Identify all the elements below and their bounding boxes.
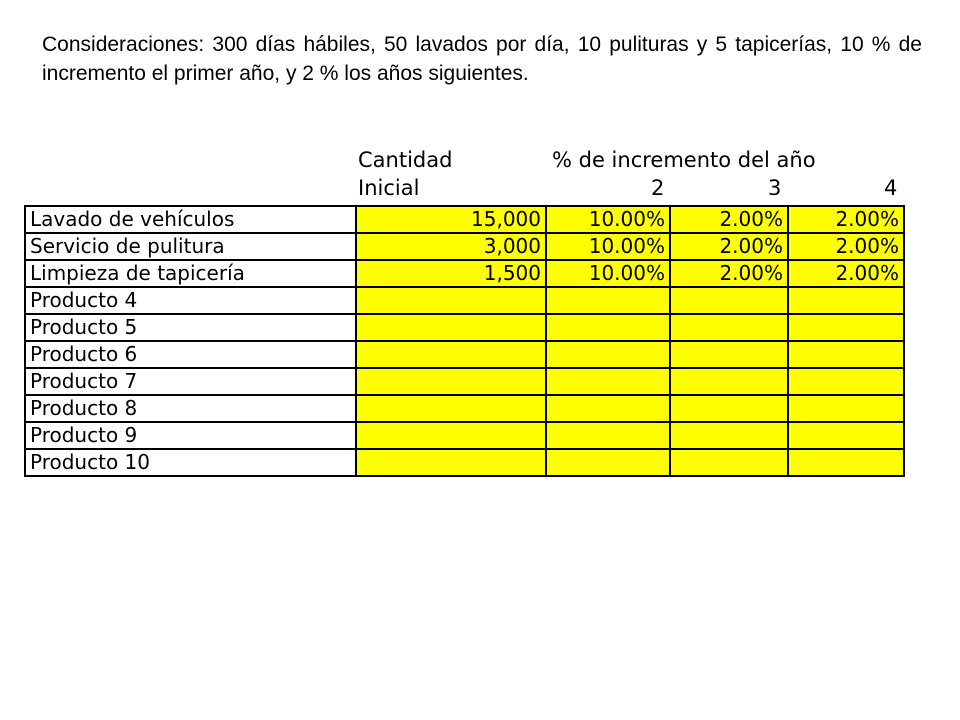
- increment-year-3-cell[interactable]: 2.00%: [670, 206, 788, 233]
- product-label[interactable]: Producto 6: [25, 341, 356, 368]
- increment-year-4-cell[interactable]: [788, 287, 904, 314]
- increment-year-3-cell[interactable]: [670, 287, 788, 314]
- cantidad-inicial-cell[interactable]: [356, 341, 546, 368]
- product-label[interactable]: Servicio de pulitura: [25, 233, 356, 260]
- product-label[interactable]: Producto 10: [25, 449, 356, 476]
- product-label[interactable]: Producto 7: [25, 368, 356, 395]
- product-label[interactable]: Limpieza de tapicería: [25, 260, 356, 287]
- increment-year-4-cell[interactable]: [788, 314, 904, 341]
- cantidad-inicial-cell[interactable]: [356, 287, 546, 314]
- header-year-3: 3: [768, 176, 782, 200]
- table-row: [25, 233, 904, 260]
- increment-year-3-cell[interactable]: 2.00%: [670, 260, 788, 287]
- increment-year-2-cell[interactable]: [546, 287, 670, 314]
- header-increment-title: % de incremento del año: [552, 148, 816, 172]
- increment-year-4-cell[interactable]: [788, 395, 904, 422]
- header-year-2: 2: [651, 176, 665, 200]
- table-row: [25, 422, 904, 449]
- products-table: [24, 205, 905, 477]
- increment-year-4-cell[interactable]: 2.00%: [788, 233, 904, 260]
- table-row: [25, 314, 904, 341]
- cantidad-inicial-cell[interactable]: 1,500: [356, 260, 546, 287]
- increment-year-4-cell[interactable]: [788, 341, 904, 368]
- increment-year-3-cell[interactable]: [670, 449, 788, 476]
- increment-year-3-cell[interactable]: [670, 395, 788, 422]
- increment-year-2-cell[interactable]: 10.00%: [546, 206, 670, 233]
- increment-year-3-cell[interactable]: 2.00%: [670, 233, 788, 260]
- cantidad-inicial-cell[interactable]: 15,000: [356, 206, 546, 233]
- cantidad-inicial-cell[interactable]: 3,000: [356, 233, 546, 260]
- increment-year-4-cell[interactable]: 2.00%: [788, 206, 904, 233]
- product-label[interactable]: Producto 8: [25, 395, 356, 422]
- increment-year-3-cell[interactable]: [670, 368, 788, 395]
- table-row: [25, 341, 904, 368]
- table-row: [25, 260, 904, 287]
- cantidad-inicial-cell[interactable]: [356, 314, 546, 341]
- increment-year-2-cell[interactable]: [546, 314, 670, 341]
- header-cantidad: Cantidad: [358, 148, 453, 172]
- increment-year-3-cell[interactable]: [670, 341, 788, 368]
- header-inicial: Inicial: [358, 176, 420, 200]
- increment-year-2-cell[interactable]: 10.00%: [546, 260, 670, 287]
- increment-year-2-cell[interactable]: [546, 449, 670, 476]
- increment-year-2-cell[interactable]: [546, 368, 670, 395]
- cantidad-inicial-cell[interactable]: [356, 449, 546, 476]
- header-year-4: 4: [884, 176, 898, 200]
- cantidad-inicial-cell[interactable]: [356, 422, 546, 449]
- increment-year-2-cell[interactable]: [546, 395, 670, 422]
- increment-year-2-cell[interactable]: [546, 422, 670, 449]
- increment-year-3-cell[interactable]: [670, 314, 788, 341]
- increment-year-2-cell[interactable]: 10.00%: [546, 233, 670, 260]
- product-label[interactable]: Lavado de vehículos: [25, 206, 356, 233]
- table-row: [25, 395, 904, 422]
- increment-year-2-cell[interactable]: [546, 341, 670, 368]
- increment-year-3-cell[interactable]: [670, 422, 788, 449]
- increment-year-4-cell[interactable]: [788, 422, 904, 449]
- increment-year-4-cell[interactable]: [788, 368, 904, 395]
- increment-year-4-cell[interactable]: [788, 449, 904, 476]
- table-row: [25, 449, 904, 476]
- increment-year-4-cell[interactable]: 2.00%: [788, 260, 904, 287]
- product-label[interactable]: Producto 5: [25, 314, 356, 341]
- considerations-text: Consideraciones: 300 días hábiles, 50 lavados por día, 10 pulituras y 5 tapicerías, 10 % de incremento el primer año, y 2 % los años siguientes.: [42, 33, 922, 85]
- cantidad-inicial-cell[interactable]: [356, 395, 546, 422]
- product-label[interactable]: Producto 9: [25, 422, 356, 449]
- table-row: [25, 206, 904, 233]
- cantidad-inicial-cell[interactable]: [356, 368, 546, 395]
- product-label[interactable]: Producto 4: [25, 287, 356, 314]
- table-row: [25, 368, 904, 395]
- table-row: [25, 287, 904, 314]
